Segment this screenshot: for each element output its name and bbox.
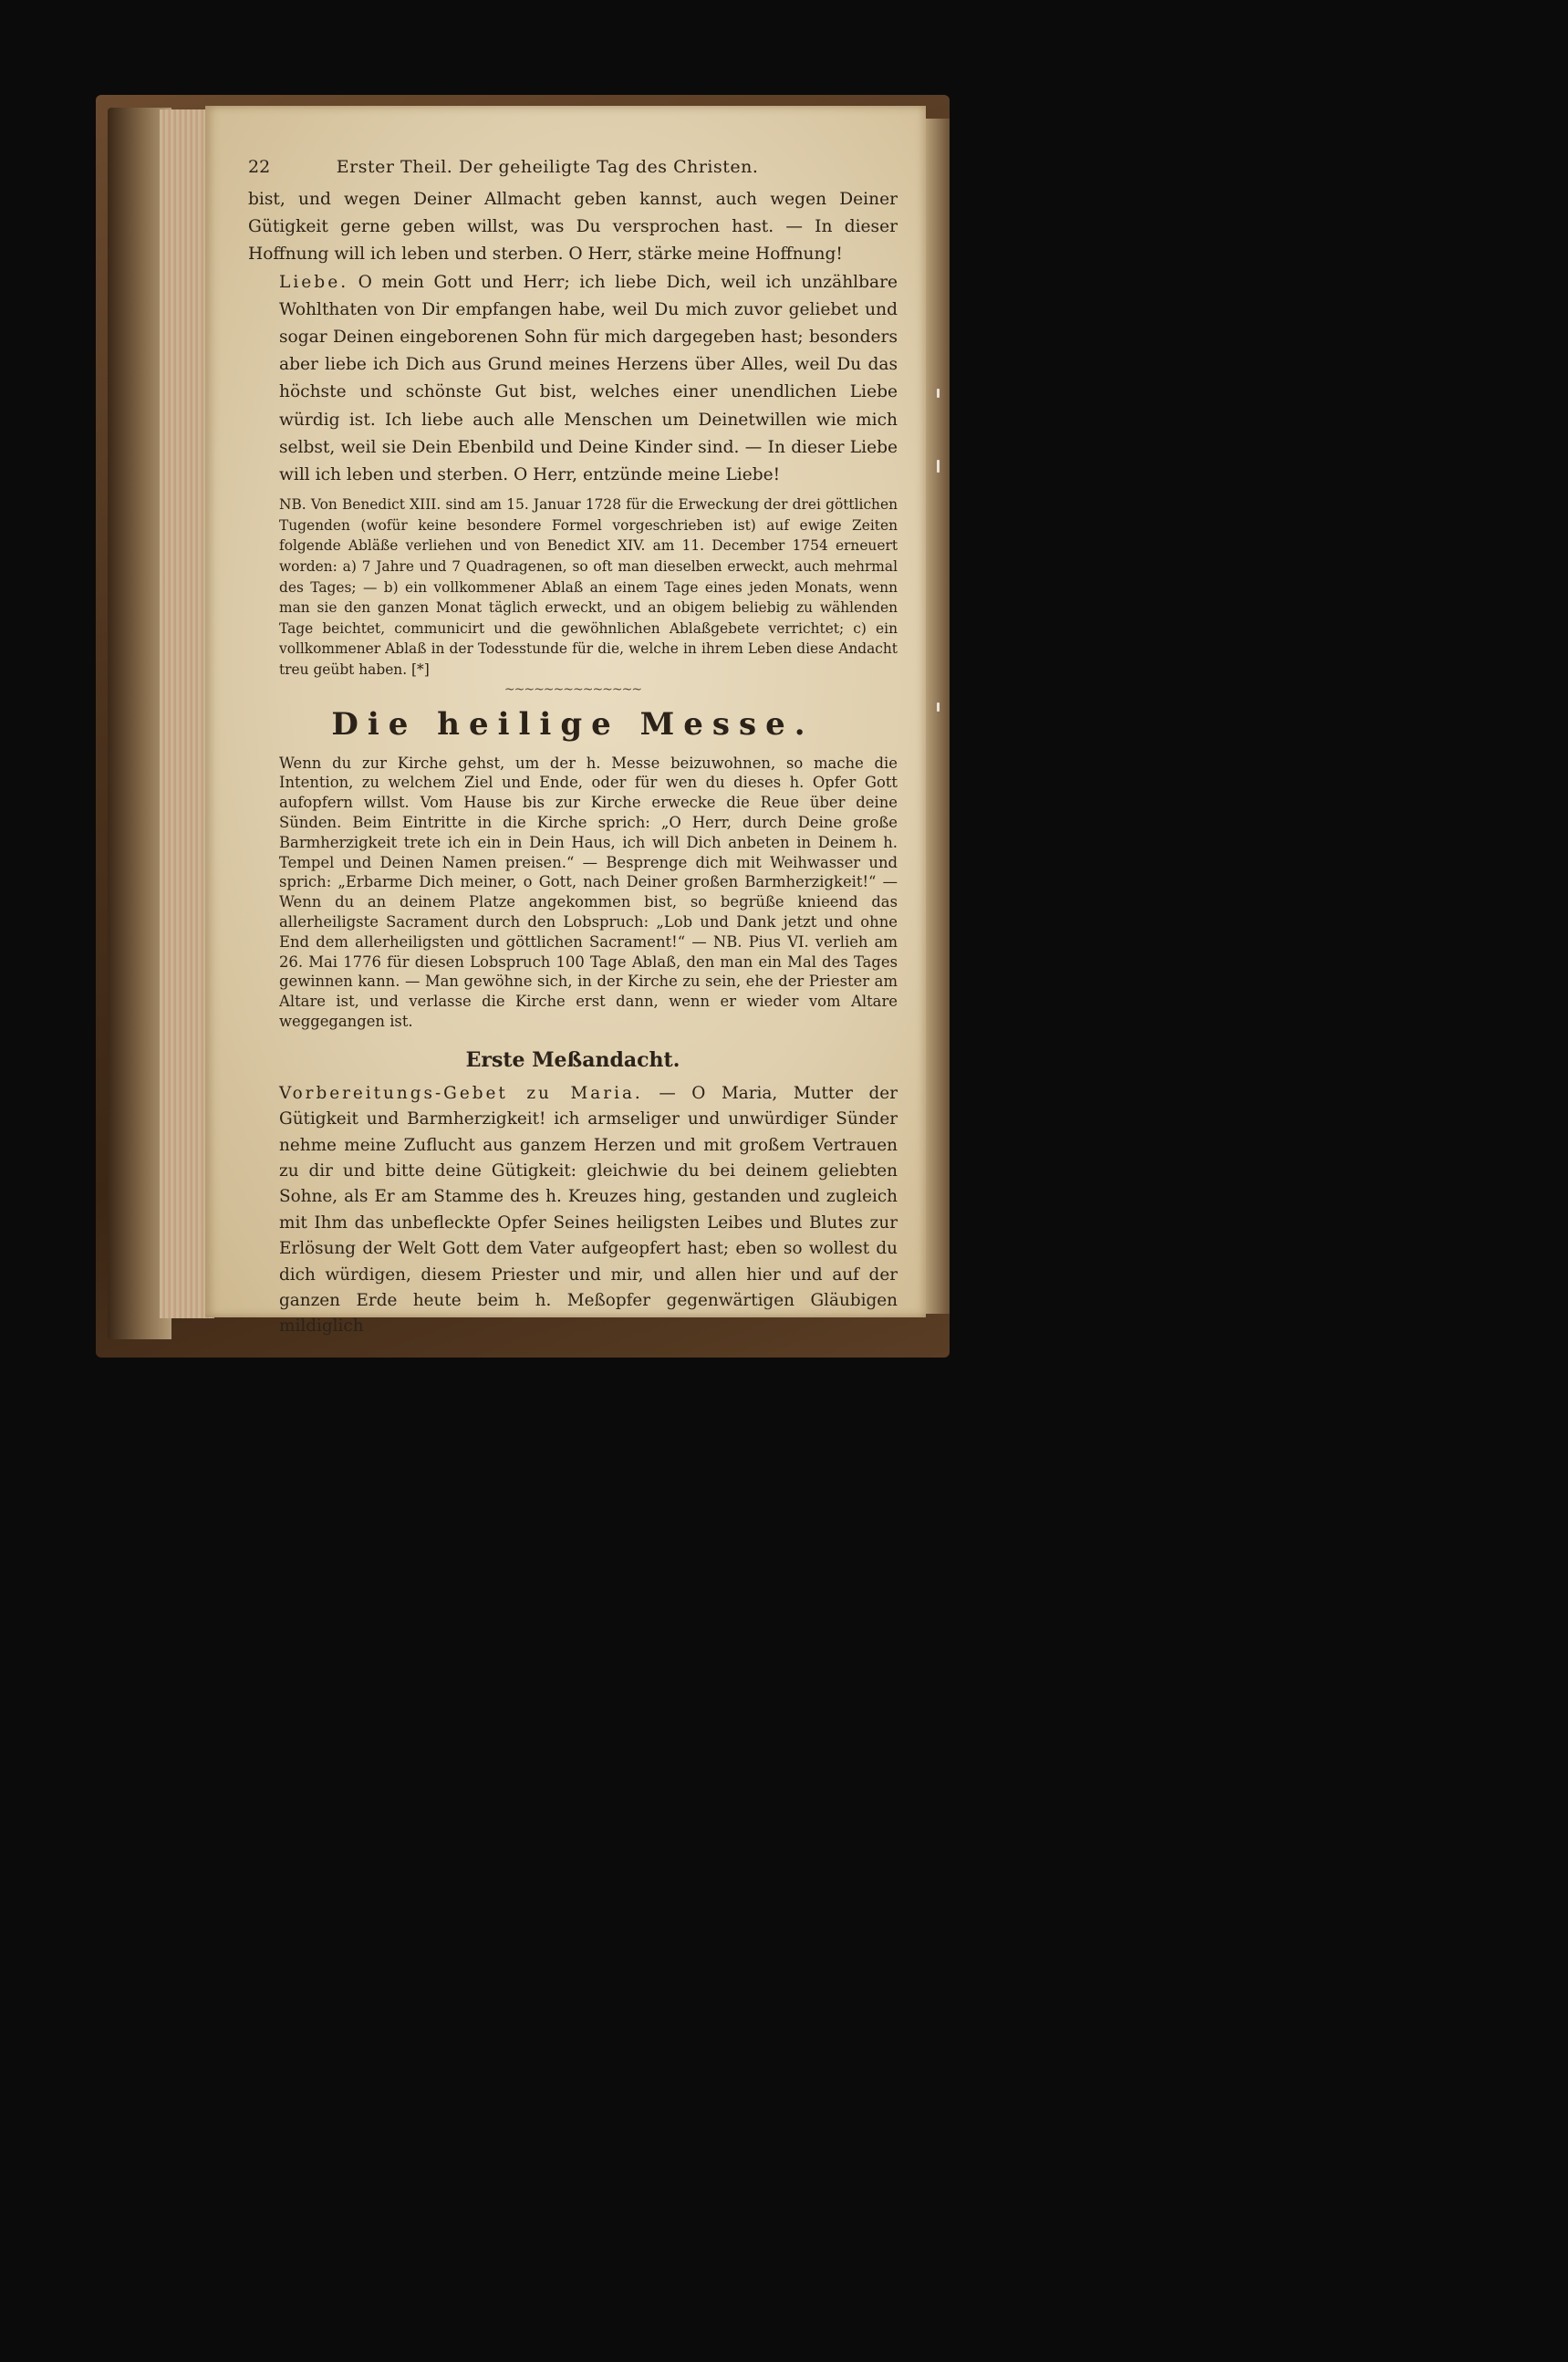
- heading-first-mass-devotion: Erste Meßandacht.: [465, 1047, 680, 1072]
- paragraph-hope: bist, und wegen Deiner Allmacht geben kannst, auch wegen Deiner Gütigkeit gerne geben willst, was Du versprochen hast. — In dieser Hoffnung will ich leben und sterben. O Herr, stärke meine Hoffnung!: [248, 190, 898, 265]
- section-virtues: [248, 186, 898, 489]
- love-text: O mein Gott und Herr; ich liebe Dich, weil ich unzählbare Wohlthaten von Dir empfangen habe, weil Du mich zuvor geliebet und sogar Deinen eingeborenen Sohn für mich dargegeben hast; besonders aber liebe ich Dich aus Grund meines Herzens über Alles, weil Du das höchste und schönste Gut bist, welches einer unendlichen Liebe würdig ist. Ich liebe auch alle Menschen um Deinetwillen wie mich selbst, weil sie Dein Ebenbild und Deine Kinder sind. — In dieser Liebe will ich leben und sterben. O Herr, entzünde meine Liebe!: [279, 272, 898, 485]
- page-header: [248, 157, 898, 181]
- section-mass: [248, 754, 898, 1032]
- edge-speck: [937, 702, 940, 712]
- page-text: [248, 157, 898, 1340]
- right-page-edge: [926, 119, 950, 1314]
- prayer-paragraph: [248, 1081, 898, 1340]
- love-label: Liebe.: [279, 272, 349, 292]
- ornamental-divider: ~~~~~~~~~~~~~~: [504, 682, 642, 697]
- note-text: NB. Von Benedict XIII. sind am 15. Januar 1728 für die Erweckung der drei göttlichen Tugenden (wofür keine besondere Formel vorgeschrieben ist) auf ewige Zeiten folgende Abläße verliehen und von Benedict XIV. am 11. December 1754 erneuert worden: a) 7 Jahre und 7 Quadragenen, so oft man dieselben erweckt, auch mehrmal des Tages; — b) ein vollkommener Ablaß an einem Tage eines jeden Monats, wenn man sie den ganzen Monat täglich erweckt, und an obigem beliebig zu wählenden Tage beichtet, communicirt und die gewöhnlichen Ablaßgebete verrichtet; c) ein vollkommener Ablaß in der Todesstunde für die, welche in ihrem Leben diese Andacht treu geübt haben. [*]: [279, 496, 898, 678]
- prayer-text: — O Maria, Mutter der Gütigkeit und Barmherzigkeit! ich armseliger und unwürdiger Sünder nehme meine Zuflucht aus ganzem Herzen und mit großem Vertrauen zu dir und bitte deine Gütigkeit: gleichwie du bei deinem geliebten Sohne, als Er am Stamme des h. Kreuzes hing, gestanden und zugleich mit Ihm das unbefleckte Opfer Seines heiligsten Leibes und Blutes zur Erlösung der Welt Gott dem Vater aufgeopfert hast; eben so wollest du dich würdigen, diesem Priester und mir, und allen hier und auf der ganzen Erde heute beim h. Meßopfer gegenwärtigen Gläubigen mildiglich: [279, 1083, 898, 1337]
- prayer-label: Vorbereitungs-Gebet zu Maria.: [279, 1083, 643, 1103]
- mass-paragraph: Wenn du zur Kirche gehst, um der h. Messe beizuwohnen, so mache die Intention, zu welchem Ziel und Ende, oder für wen du dieses h. Opfer Gott aufopfern willst. Vom Hause bis zur Kirche erwecke die Reue über deine Sünden. Beim Eintritte in die Kirche sprich: „O Herr, durch Deine große Barmherzigkeit trete ich ein in Dein Haus, ich will Dich anbeten in Deinem h. Tempel und Deinen Namen preisen.“ — Besprenge dich mit Weihwasser und sprich: „Erbarme Dich meiner, o Gott, nach Deiner großen Barmherzigkeit!“ — Wenn du an deinem Platze angekommen bist, so begrüße knieend das allerheiligste Sacrament durch den Lobspruch: „Lob und Dank jetzt und ohne End dem allerheiligsten und göttlichen Sacrament!“ — NB. Pius VI. verlieh am 26. Mai 1776 für diesen Lobspruch 100 Tage Ablaß, den man ein Mal des Tages gewinnen kann. — Man gewöhne sich, in der Kirche zu sein, ehe der Priester am Altare ist, und verlasse die Kirche erst dann, wenn er wieder vom Altare weggegangen ist.: [279, 754, 898, 1030]
- edge-speck: [937, 389, 940, 398]
- edge-speck: [937, 460, 940, 473]
- running-head: Erster Theil. Der geheiligte Tag des Christen.: [336, 157, 759, 177]
- section-prayer: [248, 1081, 898, 1340]
- heading-holy-mass: Die heilige Messe.: [331, 705, 815, 743]
- paragraph-love: [248, 269, 898, 490]
- indulgence-note: [248, 494, 898, 680]
- page-number: 22: [248, 157, 271, 177]
